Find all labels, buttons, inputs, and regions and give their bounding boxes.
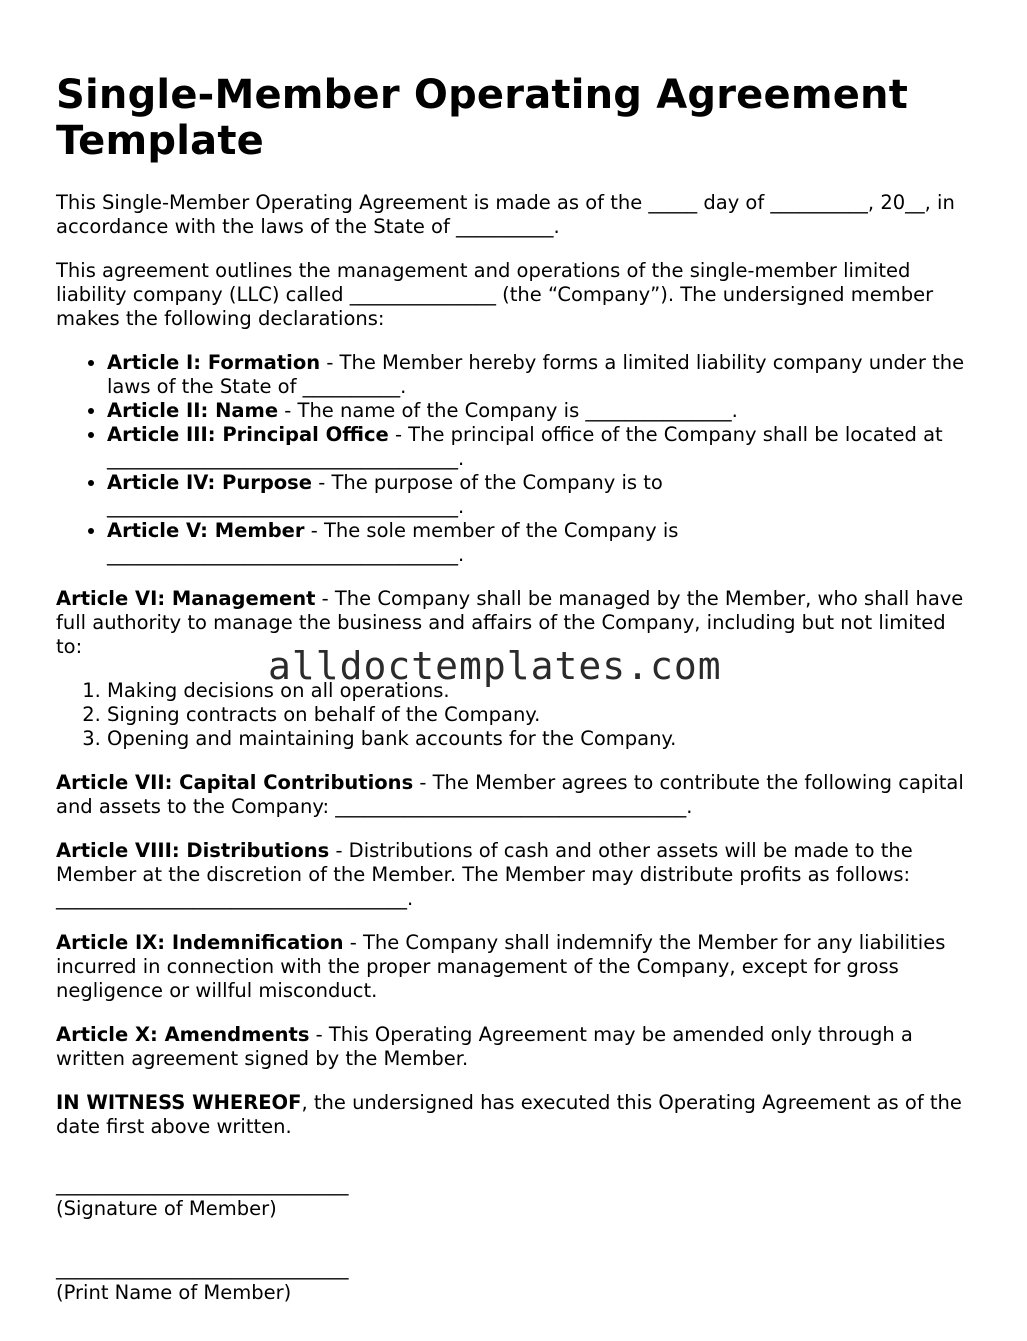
document-page [56,72,976,1341]
amendments-paragraph [56,1023,976,1071]
article-text: - The Company shall indemnify the Member for any liabilities incurred in connection with the proper management of the Company, except for gross negligence or willful misconduct. [56,931,946,1002]
article-text: - The name of the Company is _______________. [278,399,738,422]
article-text: - The Company shall be managed by the Member, who shall have full authority to manage the business and affairs of the Company, including but not limited to: [56,587,964,658]
capital-paragraph [56,771,976,819]
list-item [107,399,976,423]
list-item: 2. Signing contracts on behalf of the Company. [107,703,976,727]
article-text: - The Member hereby forms a limited liability company under the laws of the State of __________. [107,351,965,398]
article-text: - The sole member of the Company is ____________________________________. [107,519,679,566]
article-label: Article IV: Purpose [107,471,313,494]
article-label: Article VI: Management [56,587,316,610]
witness-paragraph [56,1091,976,1139]
article-text: - The purpose of the Company is to ____________________________________. [107,471,663,518]
witness-text: , the undersigned has executed this Operating Agreement as of the date first above written. [56,1091,962,1138]
article-label: Article VIII: Distributions [56,839,330,862]
signature-section [56,1173,976,1305]
list-item [107,351,976,399]
article-label: Article VII: Capital Contributions [56,771,414,794]
article-label: Article I: Formation [107,351,321,374]
article-label: Article III: Principal Office [107,423,389,446]
list-item [107,519,976,567]
article-label: Article V: Member [107,519,305,542]
list-item [107,423,976,471]
list-item: 3. Opening and maintaining bank accounts for the Company. [107,727,976,751]
page-title: Single-Member Operating Agreement Template [56,72,909,164]
print-name-block [56,1257,976,1305]
management-list [56,679,976,751]
article-text: - This Operating Agreement may be amended only through a written agreement signed by the Member. [56,1023,913,1070]
list-item [107,471,976,519]
signature-block [56,1173,976,1221]
article-text: - The principal office of the Company shall be located at ____________________________________. [107,423,943,470]
print-name-caption: (Print Name of Member) [56,1281,292,1304]
distributions-paragraph [56,839,976,911]
watermark: alldoctemplates.com [268,644,722,688]
print-name-line: ______________________________ [56,1257,349,1280]
signature-line: ______________________________ [56,1173,349,1196]
intro-paragraph-2: This agreement outlines the management and operations of the single-member limited liability company (LLC) called _______________ (the “Company”). The undersigned member makes the following declarations: [56,259,934,330]
signature-caption: (Signature of Member) [56,1197,277,1220]
intro-paragraph-1: This Single-Member Operating Agreement is made as of the _____ day of __________, 20__, in accordance with the laws of the State of __________. [56,191,955,238]
indemnification-paragraph [56,931,976,1003]
article-label: Article II: Name [107,399,279,422]
article-label: Article IX: Indemnification [56,931,344,954]
article-text: - The Member agrees to contribute the following capital and assets to the Company: ____________________________________. [56,771,964,818]
article-label: Article X: Amendments [56,1023,310,1046]
articles-list [56,351,976,567]
list-item: 1. Making decisions on all operations. [107,679,976,703]
witness-label: IN WITNESS WHEREOF [56,1091,302,1114]
article-text: - Distributions of cash and other assets will be made to the Member at the discretion of the Member. The Member may distribute profits as follows: ____________________________________. [56,839,913,910]
